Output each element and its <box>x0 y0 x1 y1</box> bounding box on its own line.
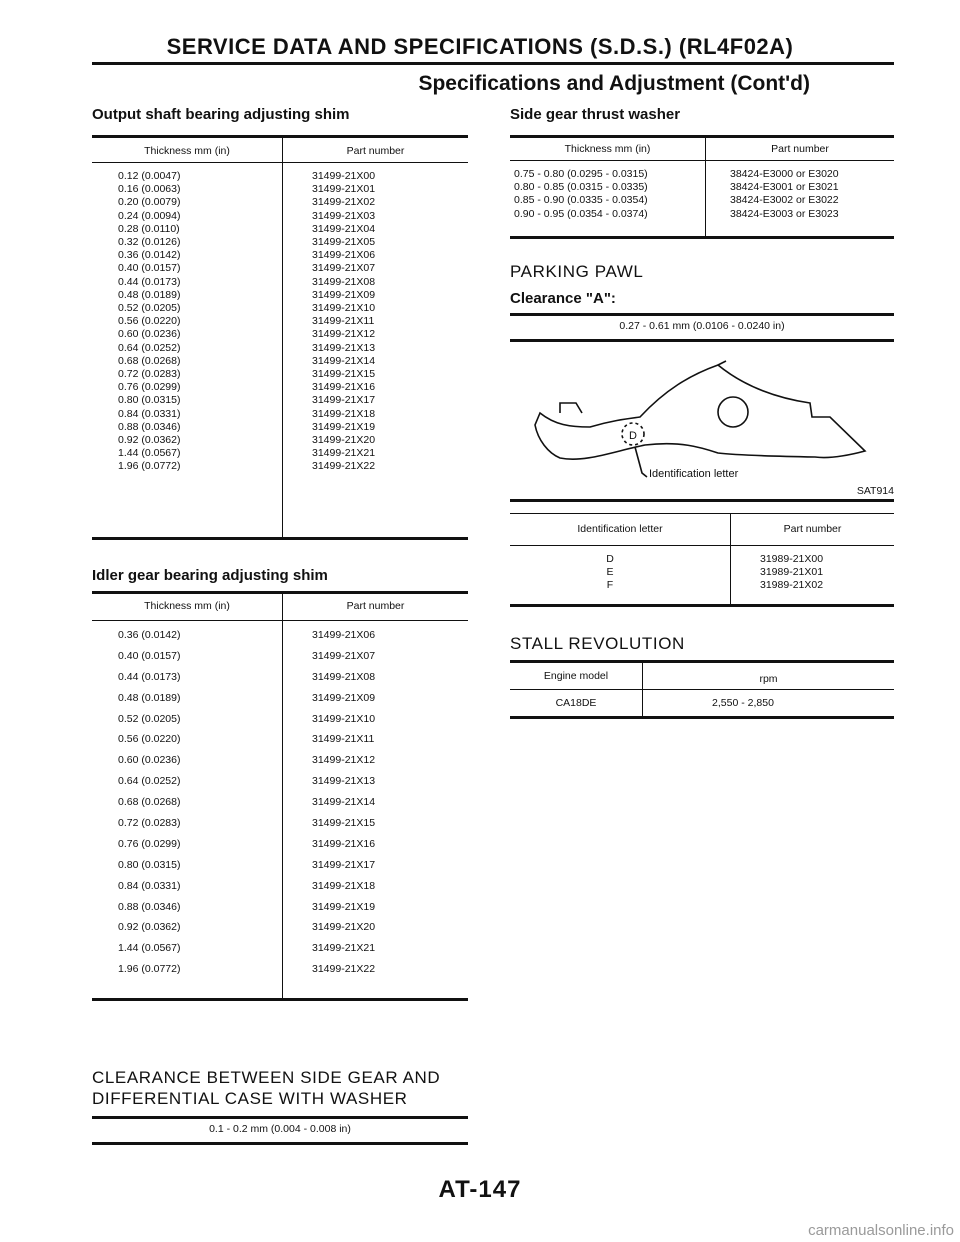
thickness-cell: 1.44 (0.0567) <box>118 942 181 955</box>
part-number-cell: 31499-21X18 <box>312 879 376 892</box>
thickness-cell: 0.80 - 0.85 (0.0315 - 0.0335) <box>514 181 648 194</box>
thickness-cell: 0.48 (0.0189) <box>118 691 181 704</box>
stall-revolution-title: STALL REVOLUTION <box>510 634 685 653</box>
rpm-value: 2,550 - 2,850 <box>712 697 774 709</box>
column-header: Thickness mm (in) <box>144 145 230 157</box>
page-title: SERVICE DATA AND SPECIFICATIONS (S.D.S.) (RL4F02A) <box>166 34 794 59</box>
part-number-cell: 31499-21X15 <box>312 817 376 830</box>
table-rule <box>510 604 894 607</box>
thickness-cell: 0.40 (0.0157) <box>118 649 181 662</box>
part-number-cell: 31499-21X07 <box>312 262 376 275</box>
column-header: Engine model <box>543 670 609 682</box>
part-number-cell: 31499-21X16 <box>312 837 376 850</box>
thickness-cell: 0.64 (0.0252) <box>118 775 181 788</box>
part-number-cell: 31499-21X05 <box>312 236 376 249</box>
identification-letter-cell: E <box>606 566 614 579</box>
part-number-cell: 31499-21X21 <box>312 942 376 955</box>
part-number-cell: 31989-21X01 <box>760 566 824 579</box>
column-header: Part number <box>771 143 829 155</box>
part-number-cell: 31989-21X02 <box>760 579 824 592</box>
column-header: Thickness mm (in) <box>564 143 651 155</box>
thickness-cell: 0.16 (0.0063) <box>118 183 181 196</box>
clearance-value: 0.1 - 0.2 mm (0.004 - 0.008 in) <box>209 1123 351 1135</box>
parking-pawl-title: PARKING PAWL <box>510 262 644 281</box>
thickness-cell: 0.88 (0.0346) <box>118 900 181 913</box>
thickness-cell: 0.44 (0.0173) <box>118 275 181 288</box>
thickness-cell: 0.52 (0.0205) <box>118 302 181 315</box>
part-number-cell: 31499-21X22 <box>312 460 376 473</box>
diagram-label: Identification letter <box>649 468 739 480</box>
part-number-cell: 31499-21X08 <box>312 670 376 683</box>
identification-letter-cell: F <box>606 579 614 592</box>
page-subtitle: Specifications and Adjustment (Cont'd) <box>418 72 810 95</box>
thickness-cell: 0.80 (0.0315) <box>118 858 181 871</box>
thickness-column <box>118 170 180 474</box>
watermark: carmanualsonline.info <box>808 1222 954 1239</box>
thickness-cell: 0.60 (0.0236) <box>118 328 181 341</box>
table-rule <box>92 1142 468 1145</box>
table-rule <box>92 162 468 163</box>
thickness-cell: 0.60 (0.0236) <box>118 754 181 767</box>
part-number-cell: 31499-21X09 <box>312 691 376 704</box>
table-rule <box>510 513 894 514</box>
thickness-cell: 0.44 (0.0173) <box>118 670 181 683</box>
thickness-cell: 0.56 (0.0220) <box>118 733 181 746</box>
part-number-cell: 31499-21X19 <box>312 420 376 433</box>
table-rule <box>92 620 468 621</box>
table-rule <box>510 716 894 719</box>
thickness-cell: 0.36 (0.0142) <box>118 249 181 262</box>
parking-pawl-diagram <box>530 355 880 485</box>
part-number-cell: 31499-21X13 <box>312 775 376 788</box>
part-number-column <box>730 168 839 221</box>
figure-id: SAT914 <box>856 485 894 497</box>
diagram-mark: D <box>629 430 637 442</box>
part-number-cell: 31499-21X07 <box>312 649 376 662</box>
thickness-cell: 0.36 (0.0142) <box>118 629 181 641</box>
table-rule <box>510 689 894 690</box>
part-number-cell: 31499-21X12 <box>312 328 376 341</box>
part-number-cell: 31499-21X20 <box>312 434 376 447</box>
column-header: Thickness mm (in) <box>144 600 230 612</box>
thickness-cell: 0.80 (0.0315) <box>118 394 181 407</box>
part-number-cell: 31499-21X14 <box>312 796 376 809</box>
part-number-cell: 31499-21X08 <box>312 275 376 288</box>
part-number-column <box>760 553 823 593</box>
idler-gear-title: Idler gear bearing adjusting shim <box>92 567 328 584</box>
part-number-cell: 38424-E3000 or E3020 <box>730 168 839 180</box>
part-number-cell: 31499-21X17 <box>312 858 376 871</box>
thickness-cell: 0.68 (0.0268) <box>118 354 181 367</box>
table-rule <box>92 537 468 540</box>
thickness-cell: 0.40 (0.0157) <box>118 262 181 275</box>
clearance-title-line2: DIFFERENTIAL CASE WITH WASHER <box>92 1089 408 1108</box>
page-number: AT-147 <box>438 1176 522 1203</box>
part-number-cell: 38424-E3001 or E3021 <box>730 181 839 194</box>
clearance-a-value: 0.27 - 0.61 mm (0.0106 - 0.0240 in) <box>619 320 785 332</box>
column-header: rpm <box>759 673 778 685</box>
part-number-cell: 31499-21X20 <box>312 921 376 934</box>
thickness-cell: 1.44 (0.0567) <box>118 447 181 460</box>
part-number-cell: 38424-E3003 or E3023 <box>730 207 839 220</box>
thickness-cell: 0.76 (0.0299) <box>118 837 181 850</box>
part-number-cell: 31499-21X06 <box>312 629 376 641</box>
part-number-cell: 31499-21X04 <box>312 222 376 235</box>
column-header: Identification letter <box>577 523 663 535</box>
thickness-cell: 1.96 (0.0772) <box>118 963 181 976</box>
part-number-cell: 31499-21X22 <box>312 963 376 976</box>
table-rule <box>510 499 894 502</box>
part-number-cell: 31499-21X09 <box>312 288 376 301</box>
identification-letter-cell: D <box>606 553 614 565</box>
table-rule <box>92 998 468 1001</box>
column-header: Part number <box>346 600 405 612</box>
thickness-column <box>514 168 648 221</box>
thickness-cell: 0.68 (0.0268) <box>118 796 181 809</box>
table-divider <box>642 663 643 718</box>
thickness-cell: 0.76 (0.0299) <box>118 381 181 394</box>
clearance-a-label: Clearance "A": <box>510 290 616 307</box>
thickness-cell: 1.96 (0.0772) <box>118 460 181 473</box>
thickness-cell: 0.85 - 0.90 (0.0335 - 0.0354) <box>514 194 648 207</box>
thickness-cell: 0.72 (0.0283) <box>118 817 181 830</box>
part-number-cell: 31499-21X12 <box>312 754 376 767</box>
thickness-cell: 0.72 (0.0283) <box>118 368 181 381</box>
thickness-cell: 0.84 (0.0331) <box>118 879 181 892</box>
thickness-cell: 0.84 (0.0331) <box>118 407 181 420</box>
table-rule <box>510 236 894 239</box>
thickness-cell: 0.75 - 0.80 (0.0295 - 0.0315) <box>514 168 648 180</box>
part-number-cell: 31499-21X21 <box>312 447 376 460</box>
side-gear-title: Side gear thrust washer <box>510 106 681 123</box>
thickness-cell: 0.24 (0.0094) <box>118 209 181 222</box>
part-number-cell: 31499-21X13 <box>312 341 376 354</box>
thickness-cell: 0.48 (0.0189) <box>118 288 181 301</box>
table-rule <box>510 545 894 546</box>
table-rule <box>92 135 468 138</box>
thickness-cell: 0.56 (0.0220) <box>118 315 181 328</box>
part-number-cell: 31499-21X03 <box>312 209 376 222</box>
part-number-cell: 31499-21X16 <box>312 381 376 394</box>
part-number-cell: 31499-21X14 <box>312 354 376 367</box>
table-divider <box>282 594 283 1000</box>
identification-letter-column <box>510 553 710 593</box>
thickness-cell: 0.52 (0.0205) <box>118 712 181 725</box>
table-divider <box>282 138 283 539</box>
part-number-cell: 31499-21X00 <box>312 170 376 182</box>
table-rule <box>510 135 894 138</box>
thickness-cell: 0.92 (0.0362) <box>118 921 181 934</box>
part-number-cell: 31989-21X00 <box>760 553 824 565</box>
part-number-cell: 31499-21X10 <box>312 302 376 315</box>
table-rule <box>510 660 894 663</box>
table-rule <box>510 339 894 342</box>
engine-model-value: CA18DE <box>555 697 597 709</box>
table-rule <box>92 1116 468 1119</box>
column-header: Part number <box>346 145 405 157</box>
part-number-cell: 38424-E3002 or E3022 <box>730 194 839 207</box>
part-number-cell: 31499-21X19 <box>312 900 376 913</box>
part-number-column <box>312 170 375 474</box>
part-number-cell: 31499-21X11 <box>312 315 375 328</box>
thickness-cell: 0.90 - 0.95 (0.0354 - 0.0374) <box>514 207 648 220</box>
part-number-cell: 31499-21X01 <box>312 183 376 196</box>
thickness-cell: 0.28 (0.0110) <box>118 222 180 235</box>
header-rule <box>92 62 894 65</box>
thickness-cell: 0.32 (0.0126) <box>118 236 181 249</box>
part-number-cell: 31499-21X18 <box>312 407 376 420</box>
part-number-cell: 31499-21X17 <box>312 394 376 407</box>
thickness-column <box>118 629 180 984</box>
output-shaft-title: Output shaft bearing adjusting shim <box>92 106 350 123</box>
table-rule <box>510 160 894 161</box>
part-number-cell: 31499-21X02 <box>312 196 376 209</box>
thickness-cell: 0.20 (0.0079) <box>118 196 181 209</box>
part-number-cell: 31499-21X06 <box>312 249 376 262</box>
part-number-cell: 31499-21X11 <box>312 733 375 746</box>
thickness-cell: 0.12 (0.0047) <box>118 170 181 182</box>
part-number-column <box>312 629 375 984</box>
part-number-cell: 31499-21X10 <box>312 712 376 725</box>
table-rule <box>510 313 894 316</box>
thickness-cell: 0.88 (0.0346) <box>118 420 181 433</box>
clearance-title-line1: CLEARANCE BETWEEN SIDE GEAR AND <box>92 1068 441 1087</box>
thickness-cell: 0.64 (0.0252) <box>118 341 181 354</box>
table-rule <box>92 591 468 594</box>
part-number-cell: 31499-21X15 <box>312 368 376 381</box>
column-header: Part number <box>783 523 842 535</box>
thickness-cell: 0.92 (0.0362) <box>118 434 181 447</box>
